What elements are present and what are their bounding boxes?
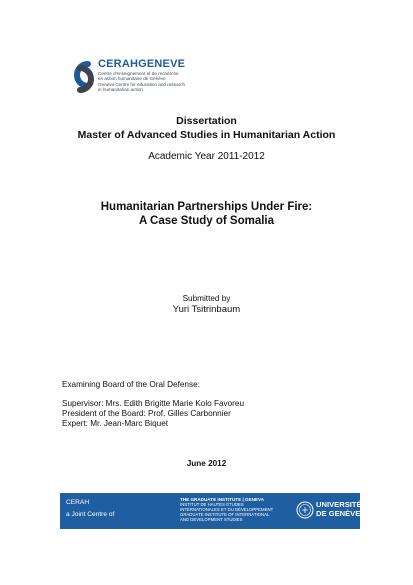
date: June 2012 bbox=[186, 459, 227, 468]
logo-desc-line: Centre d'enseignement et de recherche bbox=[98, 71, 179, 76]
logo-desc-line: in humanitarian action bbox=[98, 87, 143, 93]
academic-year: Academic Year 2011-2012 bbox=[148, 151, 265, 162]
grad-line: INTERNATIONALES ET DU DÉVELOPPEMENT bbox=[180, 507, 274, 512]
grad-title: THE GRADUATE INSTITUTE | GENEVA bbox=[180, 497, 265, 502]
thesis-title-line2: A Case Study of Somalia bbox=[138, 215, 275, 227]
board-supervisor: Supervisor: Mrs. Edith Brigitte Marie Kolo Favoreu bbox=[62, 399, 245, 408]
grad-line: GRADUATE INSTITUTE OF INTERNATIONAL bbox=[180, 512, 270, 517]
graduate-institute-logo bbox=[180, 497, 290, 522]
logo-description bbox=[98, 71, 218, 93]
uni-line1: UNIVERSITÉ bbox=[316, 500, 362, 509]
grad-line: INSTITUT DE HAUTES ÉTUDES bbox=[180, 502, 244, 507]
university-of-geneva-logo bbox=[316, 500, 362, 518]
logo-name: CERAHGENEVE bbox=[98, 58, 186, 70]
board-president: President of the Board: Prof. Gilles Carbonnier bbox=[62, 409, 231, 418]
submitted-by-label: Submitted by bbox=[182, 294, 231, 303]
grad-line: AND DEVELOPMENT STUDIES bbox=[180, 517, 243, 522]
logo-desc-line: Geneva Centre for education and research bbox=[98, 81, 186, 87]
author-name: Yuri Tsitrinbaum bbox=[172, 304, 241, 315]
logo-desc-line: en action humanitaire de Genève bbox=[98, 76, 166, 82]
program-name: Master of Advanced Studies in Humanitarian Action bbox=[77, 129, 336, 141]
footer-cerah: CERAH bbox=[66, 499, 90, 506]
university-seal-icon bbox=[296, 501, 314, 519]
footer-joint-centre: a Joint Centre of bbox=[66, 511, 115, 518]
doc-type: Dissertation bbox=[176, 115, 237, 127]
thesis-title-line1: Humanitarian Partnerships Under Fire: bbox=[100, 201, 313, 213]
board-expert: Expert: Mr. Jean-Marc Biquet bbox=[62, 419, 169, 428]
uni-line2: DE GENÈVE bbox=[316, 509, 361, 518]
board-heading: Examining Board of the Oral Defense: bbox=[62, 380, 200, 389]
